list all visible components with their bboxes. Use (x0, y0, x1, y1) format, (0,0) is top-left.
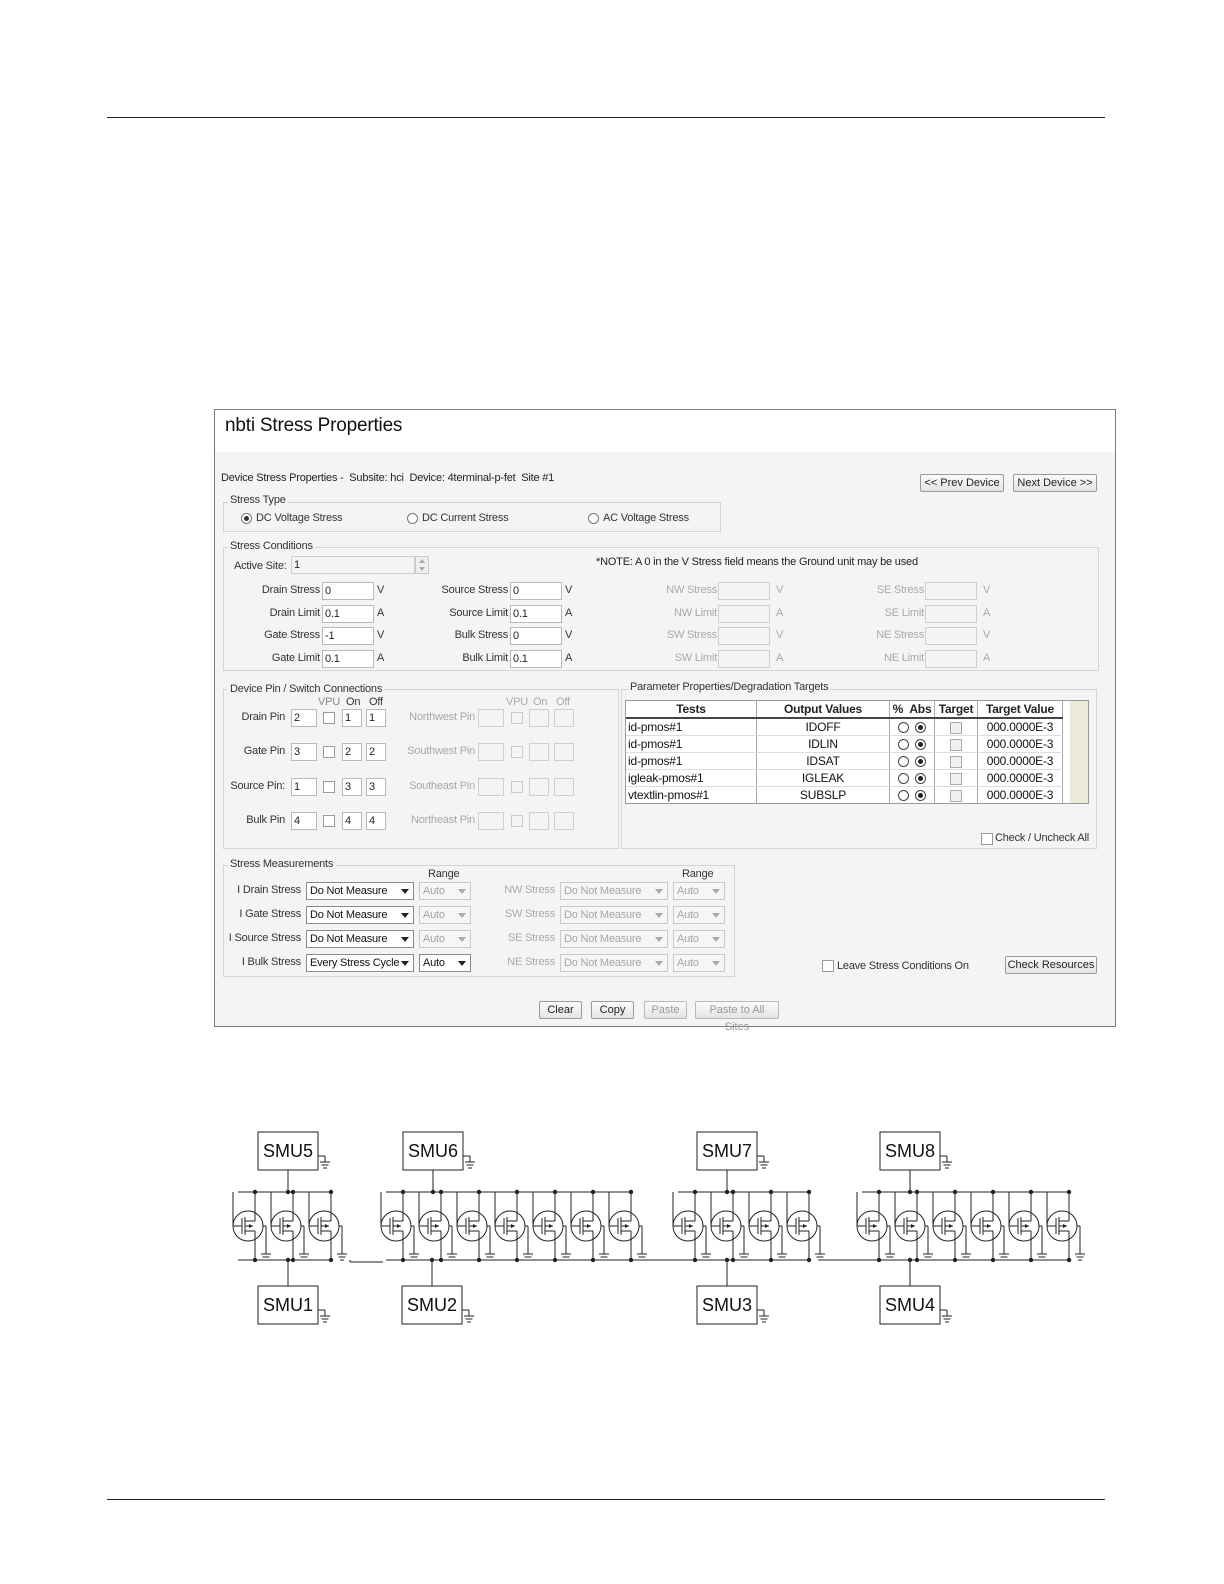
chevron-down-icon (401, 889, 409, 894)
param-test: id-pmos#1 (626, 736, 757, 753)
chevron-down-icon (655, 961, 663, 966)
junction-dot (553, 1190, 557, 1194)
param-test: id-pmos#1 (626, 753, 757, 770)
param-target (935, 770, 978, 787)
i-bulk-stress-mode-select[interactable] (306, 954, 414, 972)
sw-stress-unit: V (776, 629, 784, 641)
nw-stress-mode-select[interactable] (560, 882, 668, 900)
range-value: Auto (423, 957, 445, 969)
junction-dot (515, 1258, 519, 1262)
junction-dot (253, 1258, 257, 1262)
ne-stress-meas-label: NE Stress (507, 956, 555, 968)
nw-stress-field[interactable] (718, 582, 770, 600)
drain-limit-unit: A (377, 607, 385, 619)
pct-radio[interactable] (898, 739, 909, 750)
nw-stress-unit: V (776, 584, 784, 596)
pin-header-1: On (346, 696, 361, 708)
northeast-pin-off-field[interactable] (554, 812, 574, 830)
param-test: vtextlin-pmos#1 (626, 787, 757, 804)
junction-dot (291, 1190, 295, 1194)
smu-bottom-2-label: SMU3 (701, 1295, 753, 1315)
param-target (935, 787, 978, 804)
check-all-checkbox[interactable] (981, 833, 993, 845)
junction-dot (477, 1190, 481, 1194)
source-limit-unit: A (565, 607, 573, 619)
i-drain-stress-label: I Drain Stress (237, 884, 301, 896)
southwest-pin-field[interactable] (478, 743, 504, 761)
i-drain-stress-mode-select[interactable] (306, 882, 414, 900)
junction-dot (807, 1258, 811, 1262)
junction-dot (769, 1258, 773, 1262)
range-header-right: Range (682, 868, 714, 880)
bottom-rule (107, 1499, 1105, 1500)
southeast-pin-off-field[interactable] (554, 778, 574, 796)
col-target-value[interactable]: Target Value (978, 701, 1063, 718)
chevron-down-icon (401, 961, 409, 966)
select-value: Do Not Measure (564, 933, 642, 945)
ne-stress-field[interactable] (925, 627, 977, 645)
abs-radio[interactable] (915, 756, 926, 767)
smu-top-2-label: SMU7 (701, 1141, 753, 1161)
ne-stress-unit: V (983, 629, 991, 641)
smu-top-1-label: SMU6 (407, 1141, 459, 1161)
param-output: IDLIN (757, 736, 890, 753)
northwest-pin-label: Northwest Pin (409, 711, 475, 723)
stress-type-radio-0[interactable] (241, 513, 252, 524)
junction-dot (693, 1190, 697, 1194)
chevron-down-icon (655, 889, 663, 894)
junction-dot (1029, 1258, 1033, 1262)
i-source-stress-mode-select[interactable] (306, 930, 414, 948)
ne-stress-mode-select[interactable] (560, 954, 668, 972)
gate-stress-label: Gate Stress (264, 629, 320, 641)
device-header (221, 472, 554, 484)
bulk-pin-on-field[interactable]: 4 (342, 812, 362, 830)
southeast-pin-on-field[interactable] (529, 778, 549, 796)
pin-header-2: Off (369, 696, 383, 708)
junction-dot (629, 1190, 633, 1194)
junction-dot (291, 1258, 295, 1262)
gate-pin-field[interactable]: 3 (291, 743, 317, 761)
junction-dot (401, 1190, 405, 1194)
param-target-value[interactable]: 000.0000E-3 (978, 787, 1063, 804)
target-checkbox[interactable] (950, 756, 962, 768)
stress-type-option-0: DC Voltage Stress (256, 512, 343, 524)
leave-stress-on-checkbox[interactable] (822, 960, 834, 972)
se-stress-unit: V (983, 584, 991, 596)
paste-button[interactable]: Paste (644, 1001, 687, 1019)
ne-limit-field[interactable] (925, 650, 977, 668)
nw-stress-range-select[interactable] (673, 882, 725, 900)
col-output-values[interactable]: Output Values (757, 701, 890, 718)
param-target (935, 718, 978, 736)
bulk-stress-field[interactable]: 0 (510, 627, 562, 645)
param-pct-abs (890, 770, 935, 787)
copy-button[interactable]: Copy (591, 1001, 634, 1019)
abs-radio[interactable] (915, 739, 926, 750)
param-target-value[interactable]: 000.0000E-3 (978, 770, 1063, 787)
smu-bottom-0-label: SMU1 (262, 1295, 314, 1315)
drain-limit-label: Drain Limit (269, 607, 320, 619)
sw-limit-label: SW Limit (674, 652, 717, 664)
gate-stress-unit: V (377, 629, 385, 641)
active-site-field[interactable]: 1 (291, 556, 415, 574)
junction-dot (401, 1258, 405, 1262)
header-device: Device: 4terminal-p-fet (409, 472, 516, 484)
active-site-label: Active Site: (234, 560, 287, 572)
drain-stress-field[interactable]: 0 (322, 582, 374, 600)
bulk-pin-field[interactable]: 4 (291, 812, 317, 830)
southwest-pin-vpu-checkbox[interactable] (511, 746, 523, 758)
northeast-pin-vpu-checkbox[interactable] (511, 815, 523, 827)
junction-dot (591, 1190, 595, 1194)
southeast-pin-label: Southeast Pin (409, 780, 475, 792)
param-test: id-pmos#1 (626, 718, 757, 736)
stress-type-radio-2[interactable] (588, 513, 599, 524)
source-stress-unit: V (565, 584, 573, 596)
junction-dot (725, 1258, 729, 1262)
drain-pin-vpu-checkbox[interactable] (323, 712, 335, 724)
northwest-pin-off-field[interactable] (554, 709, 574, 727)
ne-stress-label: NE Stress (876, 629, 924, 641)
chevron-down-icon (401, 913, 409, 918)
ground-note: *NOTE: A 0 in the V Stress field means the Ground unit may be used (596, 556, 918, 568)
gate-limit-label: Gate Limit (271, 652, 320, 664)
junction-dot (877, 1190, 881, 1194)
se-stress-label: SE Stress (876, 584, 924, 596)
param-row[interactable] (626, 787, 1063, 804)
sw-stress-meas-label: SW Stress (504, 908, 555, 920)
southeast-pin-field[interactable] (478, 778, 504, 796)
stress-type-option-2: AC Voltage Stress (603, 512, 689, 524)
junction-dot (477, 1258, 481, 1262)
source-pin-on-field[interactable]: 3 (342, 778, 362, 796)
junction-dot (253, 1190, 257, 1194)
leave-stress-on-label: Leave Stress Conditions On (837, 960, 969, 972)
gate-limit-field[interactable]: 0.1 (322, 650, 374, 668)
northwest-pin-on-field[interactable] (529, 709, 549, 727)
sw-stress-label: SW Stress (666, 629, 717, 641)
target-checkbox[interactable] (950, 790, 962, 802)
param-pct-abs (890, 787, 935, 804)
i-gate-stress-range-select[interactable] (419, 906, 471, 924)
clear-button[interactable]: Clear (539, 1001, 582, 1019)
chevron-down-icon (401, 937, 409, 942)
se-stress-mode-select[interactable] (560, 930, 668, 948)
drain-stress-label: Drain Stress (261, 584, 320, 596)
junction-dot (693, 1258, 697, 1262)
check-resources-button[interactable]: Check Resources (1005, 956, 1097, 974)
col-abs: Abs (909, 702, 932, 716)
param-test: igleak-pmos#1 (626, 770, 757, 787)
i-gate-stress-mode-select[interactable] (306, 906, 414, 924)
param-row[interactable] (626, 718, 1063, 736)
stress-type-option-1: DC Current Stress (422, 512, 509, 524)
abs-radio[interactable] (915, 790, 926, 801)
smu-schematic (220, 1120, 1100, 1340)
junction-dot (769, 1190, 773, 1194)
junction-dot (329, 1258, 333, 1262)
i-source-stress-label: I Source Stress (228, 932, 301, 944)
select-value: Do Not Measure (564, 909, 642, 921)
junction-dot (991, 1258, 995, 1262)
range-value: Auto (677, 957, 699, 969)
junction-dot (430, 1258, 434, 1262)
select-value: Every Stress Cycle (310, 957, 400, 969)
junction-dot (1067, 1258, 1071, 1262)
target-checkbox[interactable] (950, 773, 962, 785)
gate-limit-unit: A (377, 652, 385, 664)
stress-type-radio-1[interactable] (407, 513, 418, 524)
northwest-pin-vpu-checkbox[interactable] (511, 712, 523, 724)
junction-dot (515, 1190, 519, 1194)
drain-pin-field[interactable]: 2 (291, 709, 317, 727)
bulk-pin-vpu-checkbox[interactable] (323, 815, 335, 827)
pct-radio[interactable] (898, 722, 909, 733)
southeast-pin-vpu-checkbox[interactable] (511, 781, 523, 793)
col-tests[interactable]: Tests (626, 701, 757, 718)
junction-dot (439, 1258, 443, 1262)
source-pin-label: Source Pin: (230, 780, 285, 792)
range-value: Auto (677, 885, 699, 897)
chevron-down-icon (712, 889, 720, 894)
junction-dot (731, 1258, 735, 1262)
pin-header-0: VPU (318, 696, 341, 708)
select-value: Do Not Measure (564, 885, 642, 897)
source-stress-field[interactable]: 0 (510, 582, 562, 600)
junction-dot (877, 1258, 881, 1262)
param-pct-abs (890, 736, 935, 753)
nw-limit-label: NW Limit (673, 607, 717, 619)
southwest-pin-label: Southwest Pin (407, 745, 475, 757)
param-output: IDSAT (757, 753, 890, 770)
param-pct-abs (890, 753, 935, 770)
param-output: IGLEAK (757, 770, 890, 787)
nw-limit-unit: A (776, 607, 784, 619)
junction-dot (915, 1190, 919, 1194)
nw-stress-label: NW Stress (666, 584, 717, 596)
bulk-limit-unit: A (565, 652, 573, 664)
drain-pin-on-field[interactable]: 1 (342, 709, 362, 727)
param-output: SUBSLP (757, 787, 890, 804)
gate-pin-on-field[interactable]: 2 (342, 743, 362, 761)
junction-dot (915, 1258, 919, 1262)
junction-dot (286, 1190, 290, 1194)
i-bulk-stress-label: I Bulk Stress (241, 956, 301, 968)
northwest-pin-field[interactable] (478, 709, 504, 727)
bulk-stress-label: Bulk Stress (454, 629, 508, 641)
se-limit-field[interactable] (925, 605, 977, 623)
pin-header-right-0: VPU (506, 696, 529, 708)
se-limit-unit: A (983, 607, 991, 619)
active-site-spinner[interactable] (415, 556, 429, 574)
top-rule (107, 117, 1105, 118)
nw-limit-field[interactable] (718, 605, 770, 623)
param-target-value[interactable]: 000.0000E-3 (978, 736, 1063, 753)
chevron-down-icon (712, 937, 720, 942)
smu-top-0-label: SMU5 (262, 1141, 314, 1161)
junction-dot (439, 1190, 443, 1194)
source-stress-label: Source Stress (441, 584, 508, 596)
col-pct-abs[interactable] (890, 701, 935, 718)
bulk-stress-unit: V (565, 629, 573, 641)
param-row[interactable] (626, 736, 1063, 753)
i-gate-stress-label: I Gate Stress (239, 908, 301, 920)
col-target[interactable]: Target (935, 701, 978, 718)
param-target (935, 753, 978, 770)
junction-dot (991, 1190, 995, 1194)
sw-stress-mode-select[interactable] (560, 906, 668, 924)
range-value: Auto (423, 885, 445, 897)
range-value: Auto (423, 909, 445, 921)
select-value: Do Not Measure (564, 957, 642, 969)
target-checkbox[interactable] (950, 722, 962, 734)
stress-measurements-label: Stress Measurements (230, 858, 334, 870)
param-target-value[interactable]: 000.0000E-3 (978, 718, 1063, 736)
junction-dot (1029, 1190, 1033, 1194)
select-value: Do Not Measure (310, 885, 388, 897)
chevron-down-icon (655, 937, 663, 942)
col-pct: % (892, 702, 904, 716)
pct-radio[interactable] (898, 756, 909, 767)
smu-bottom-3-label: SMU4 (884, 1295, 936, 1315)
header-prefix: Device Stress Properties - (221, 472, 344, 484)
chevron-down-icon (712, 961, 720, 966)
pct-radio[interactable] (898, 790, 909, 801)
northeast-pin-field[interactable] (478, 812, 504, 830)
source-limit-label: Source Limit (449, 607, 508, 619)
bulk-pin-label: Bulk Pin (246, 814, 285, 826)
stress-conditions-label: Stress Conditions (230, 540, 313, 552)
drain-pin-label: Drain Pin (241, 711, 285, 723)
sw-stress-field[interactable] (718, 627, 770, 645)
bulk-limit-label: Bulk Limit (462, 652, 508, 664)
drain-limit-field[interactable]: 0.1 (322, 605, 374, 623)
param-row[interactable] (626, 770, 1063, 787)
title-bar (215, 410, 1115, 452)
param-target (935, 736, 978, 753)
pct-radio[interactable] (898, 773, 909, 784)
southwest-pin-on-field[interactable] (529, 743, 549, 761)
next-device-button[interactable]: Next Device >> (1013, 474, 1097, 492)
abs-radio[interactable] (915, 722, 926, 733)
range-value: Auto (423, 933, 445, 945)
junction-dot (953, 1190, 957, 1194)
chevron-down-icon (712, 913, 720, 918)
sw-limit-field[interactable] (718, 650, 770, 668)
target-checkbox[interactable] (950, 739, 962, 751)
table-header-row (626, 701, 1063, 718)
i-drain-stress-range-select[interactable] (419, 882, 471, 900)
source-pin-field[interactable]: 1 (291, 778, 317, 796)
se-stress-range-select[interactable] (673, 930, 725, 948)
smu-top-3-label: SMU8 (884, 1141, 936, 1161)
nw-stress-meas-label: NW Stress (504, 884, 555, 896)
param-pct-abs (890, 718, 935, 736)
ne-limit-label: NE Limit (884, 652, 924, 664)
param-target-value[interactable]: 000.0000E-3 (978, 753, 1063, 770)
param-output: IDOFF (757, 718, 890, 736)
junction-dot (725, 1190, 729, 1194)
gate-stress-field[interactable]: -1 (322, 627, 374, 645)
check-all-label: Check / Uncheck All (995, 832, 1090, 844)
northeast-pin-on-field[interactable] (529, 812, 549, 830)
table-scrollbar[interactable] (1070, 701, 1088, 803)
paste-to-all-sites-button[interactable]: Paste to All Sites (695, 1001, 779, 1019)
junction-dot (908, 1258, 912, 1262)
param-row[interactable] (626, 753, 1063, 770)
gate-pin-vpu-checkbox[interactable] (323, 746, 335, 758)
pin-header-right-2: Off (556, 696, 570, 708)
pin-header-right-1: On (533, 696, 548, 708)
gate-pin-label: Gate Pin (243, 745, 285, 757)
abs-radio[interactable] (915, 773, 926, 784)
select-value: Do Not Measure (310, 909, 388, 921)
bulk-pin-off-field[interactable]: 4 (366, 812, 386, 830)
window-title: nbti Stress Properties (225, 415, 403, 436)
sw-limit-unit: A (776, 652, 784, 664)
smu-bottom-1-label: SMU2 (406, 1295, 458, 1315)
header-subsite: Subsite: hci (349, 472, 404, 484)
junction-dot (286, 1258, 290, 1262)
drain-pin-off-field[interactable]: 1 (366, 709, 386, 727)
source-limit-field[interactable]: 0.1 (510, 605, 562, 623)
select-value: Do Not Measure (310, 933, 388, 945)
junction-dot (953, 1258, 957, 1262)
ne-stress-range-select[interactable] (673, 954, 725, 972)
southwest-pin-off-field[interactable] (554, 743, 574, 761)
i-source-stress-range-select[interactable] (419, 930, 471, 948)
range-value: Auto (677, 909, 699, 921)
junction-dot (908, 1190, 912, 1194)
junction-dot (807, 1190, 811, 1194)
northeast-pin-label: Northeast Pin (410, 814, 475, 826)
junction-dot (431, 1190, 435, 1194)
junction-dot (1067, 1190, 1071, 1194)
nbti-stress-properties-window (214, 409, 1116, 1033)
parameter-table (625, 700, 1089, 804)
drain-stress-unit: V (377, 584, 385, 596)
ne-limit-unit: A (983, 652, 991, 664)
header-site: Site #1 (521, 472, 555, 484)
parameter-label: Parameter Properties/Degradation Targets (630, 681, 829, 693)
bulk-limit-field[interactable]: 0.1 (510, 650, 562, 668)
sw-stress-range-select[interactable] (673, 906, 725, 924)
se-stress-field[interactable] (925, 582, 977, 600)
pin-connections-label: Device Pin / Switch Connections (230, 683, 383, 695)
junction-dot (329, 1190, 333, 1194)
source-pin-off-field[interactable]: 3 (366, 778, 386, 796)
gate-pin-off-field[interactable]: 2 (366, 743, 386, 761)
i-bulk-stress-range-select[interactable] (419, 954, 471, 972)
junction-dot (731, 1190, 735, 1194)
se-limit-label: SE Limit (884, 607, 924, 619)
source-pin-vpu-checkbox[interactable] (323, 781, 335, 793)
se-stress-meas-label: SE Stress (507, 932, 555, 944)
prev-device-button[interactable]: << Prev Device (920, 474, 1004, 492)
range-header-left: Range (428, 868, 460, 880)
stress-type-label: Stress Type (230, 494, 286, 506)
chevron-down-icon (655, 913, 663, 918)
range-value: Auto (677, 933, 699, 945)
